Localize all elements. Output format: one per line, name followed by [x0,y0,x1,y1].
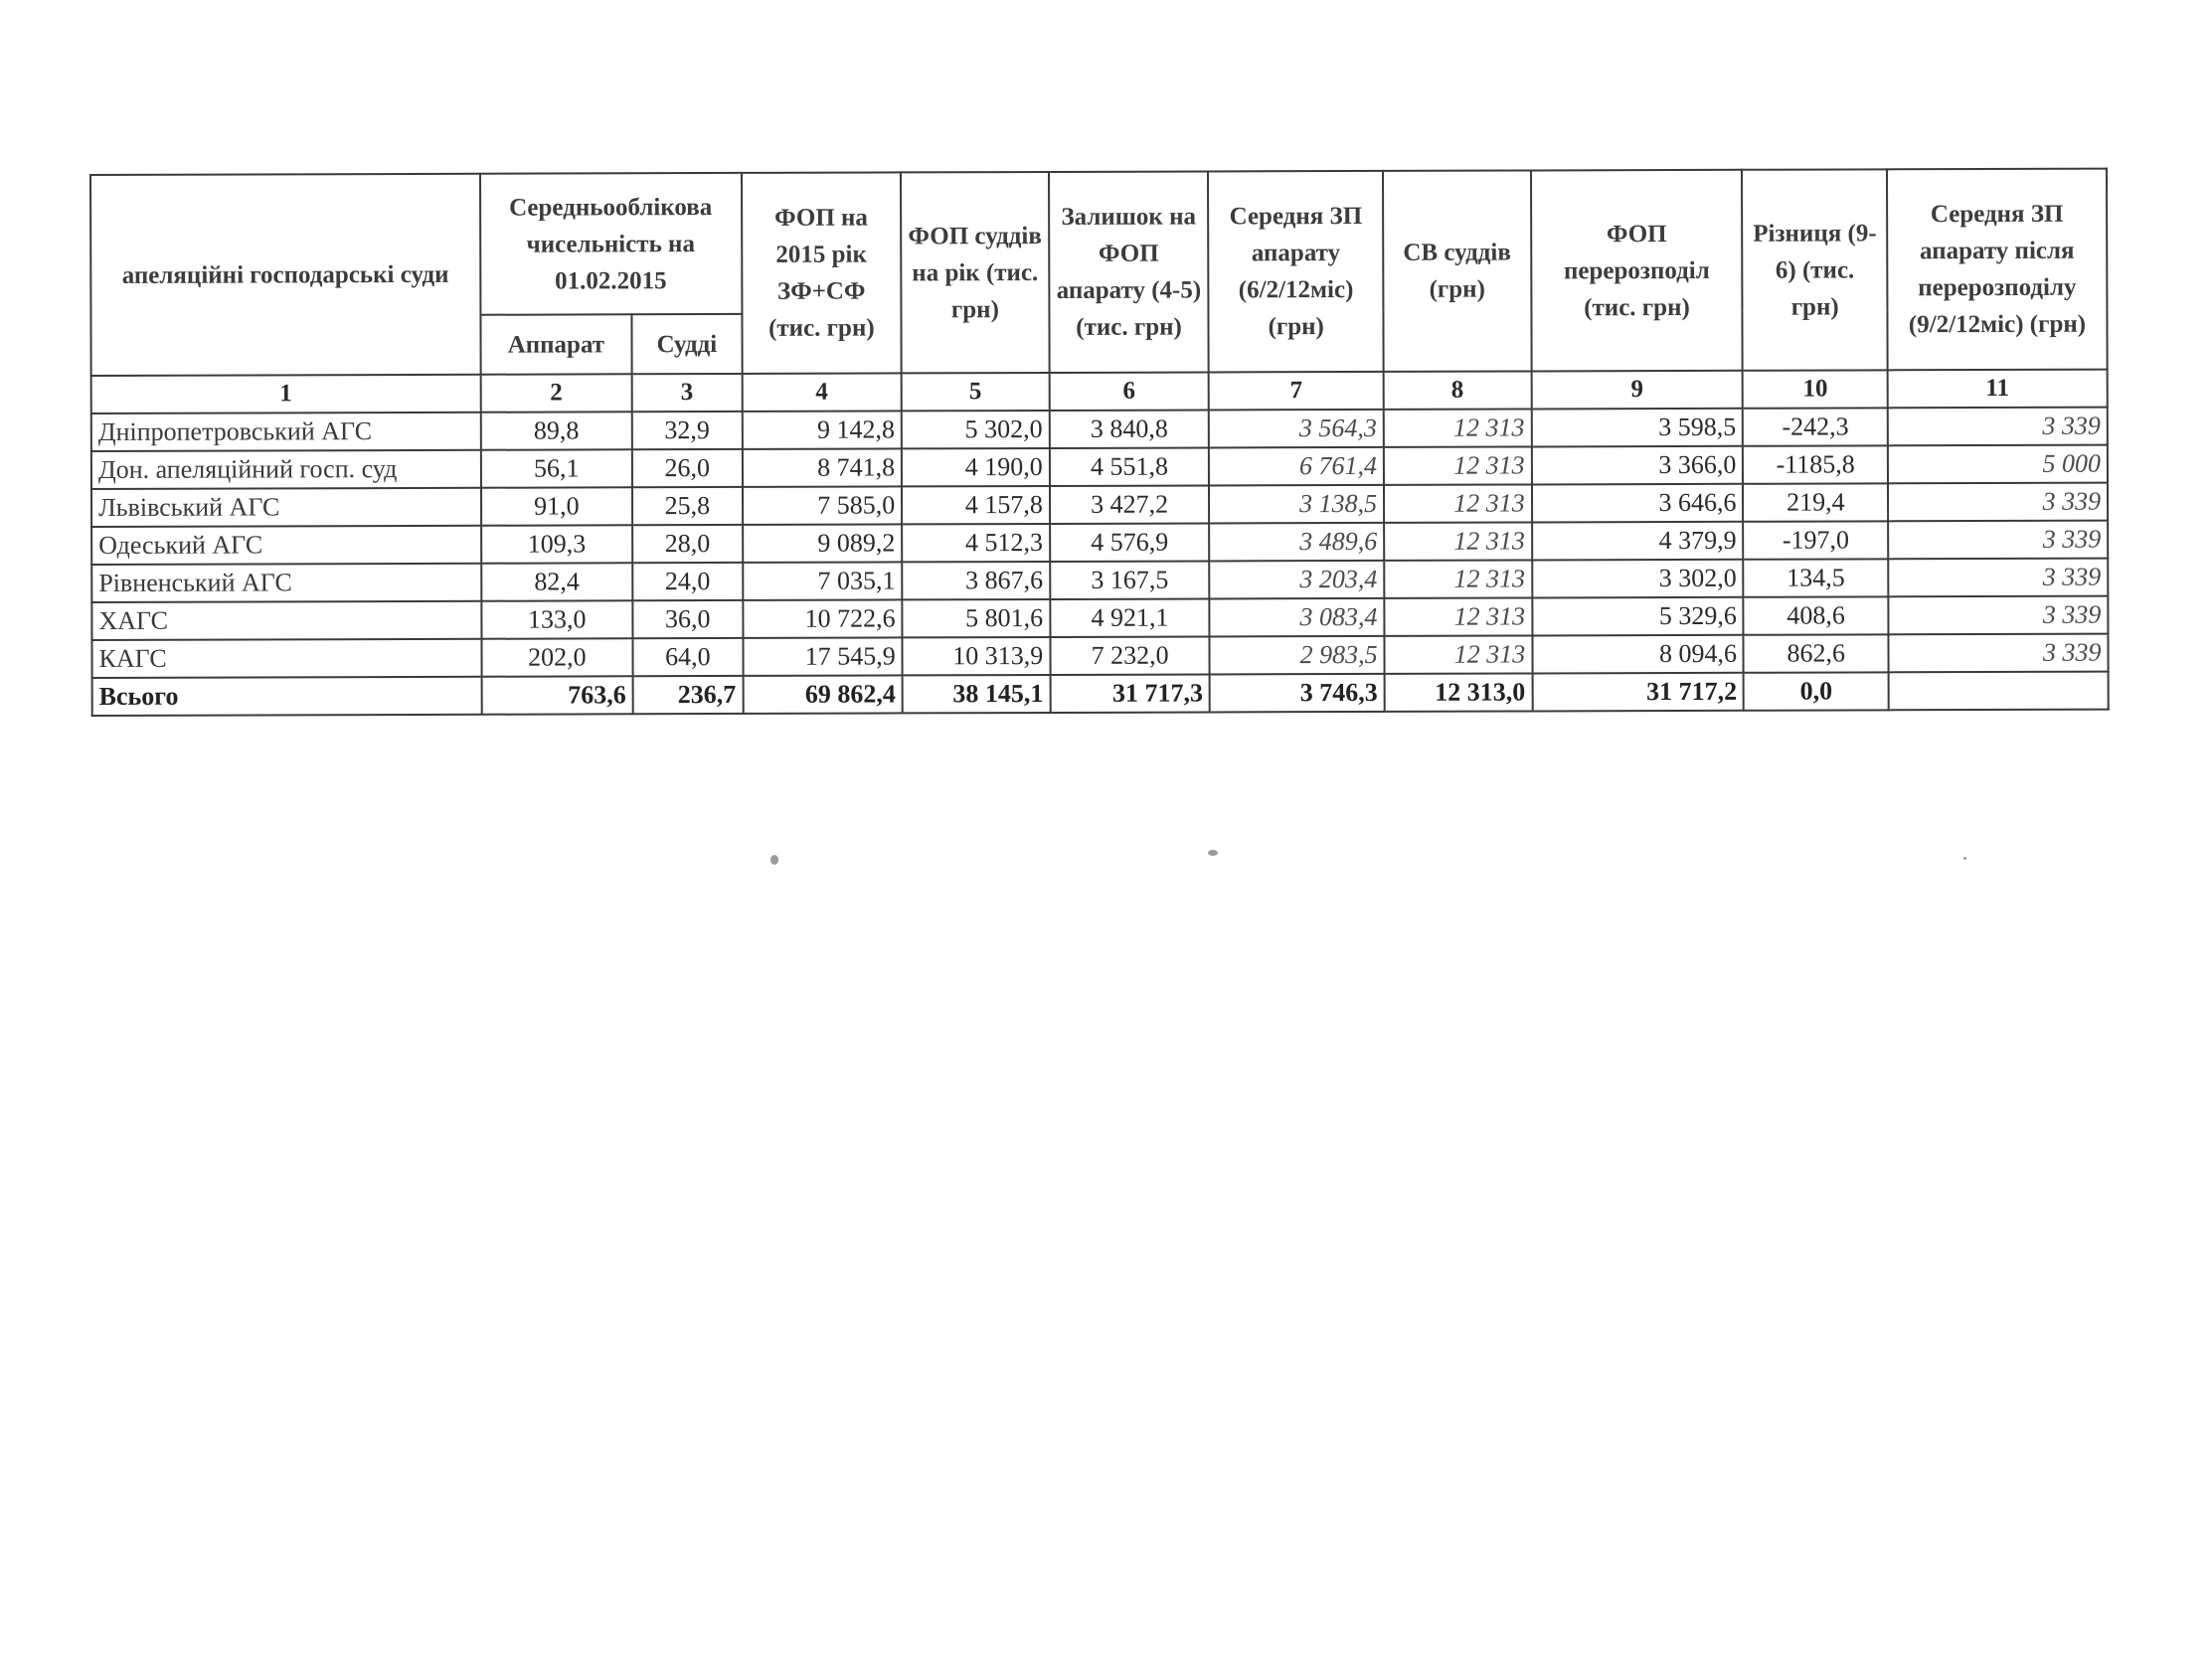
cell-c4: 9 089,2 [743,524,903,563]
total-col11 [1889,672,2109,711]
total-col9: 31 717,2 [1532,673,1744,712]
cell-c8: 12 313 [1384,409,1532,446]
cell-c4: 7 035,1 [743,562,903,600]
cell-c11: 3 339 [1888,559,2108,597]
header-col8: СВ суддів (грн) [1383,170,1531,371]
cell-c4: 17 545,9 [743,637,903,676]
cell-c6: 3 427,2 [1050,485,1210,524]
cell-c6: 3 167,5 [1050,561,1210,599]
cell-c10: -1185,8 [1743,445,1888,483]
cell-c5: 4 512,3 [902,524,1050,562]
cell-c9: 3 302,0 [1532,560,1744,598]
cell-c3: 28,0 [632,525,743,563]
cell-c7: 2 983,5 [1210,636,1385,675]
column-number: 9 [1531,371,1743,410]
cell-c5: 4 190,0 [902,448,1050,486]
cell-c10: 862,6 [1744,634,1889,672]
cell-c8: 12 313 [1384,484,1532,522]
cell-c8: 12 313 [1385,635,1533,673]
total-col8: 12 313,0 [1385,673,1533,711]
cell-c2: 82,4 [481,563,633,600]
table-row [91,596,2108,640]
court-name: ХАГС [91,601,481,640]
cell-c11: 3 339 [1888,634,2108,673]
cell-c3: 32,9 [632,412,743,449]
column-number: 10 [1743,370,1888,408]
cell-c9: 4 379,9 [1532,522,1744,561]
cell-c11: 3 339 [1888,596,2108,635]
cell-c6: 7 232,0 [1050,636,1210,675]
total-row [92,672,2109,716]
cell-c3: 24,0 [632,563,743,600]
cell-c8: 12 313 [1384,446,1532,484]
header-headcount: Середньооблікова чисельність на 01.02.2015 [480,173,742,315]
cell-c10: -197,0 [1744,521,1889,559]
cell-c7: 3 138,5 [1209,485,1384,524]
cell-c6: 3 840,8 [1050,410,1210,448]
cell-c5: 3 867,6 [902,562,1050,599]
cell-c11: 3 339 [1888,483,2108,522]
cell-c7: 3 203,4 [1210,561,1385,599]
column-number: 7 [1209,372,1384,411]
cell-c5: 10 313,9 [903,637,1051,675]
column-number: 5 [902,373,1050,411]
cell-c6: 4 921,1 [1050,598,1210,637]
table-row [91,408,2108,451]
cell-c6: 4 576,9 [1050,523,1210,562]
cell-c4: 7 585,0 [743,486,903,525]
header-judges: Судді [632,314,743,374]
cell-c2: 133,0 [481,600,633,638]
cell-c2: 56,1 [480,449,632,487]
cell-c6: 4 551,8 [1050,447,1210,486]
column-number: 11 [1888,370,2108,409]
table-row [91,634,2108,678]
total-staff: 763,6 [481,676,633,714]
scan-speck [1208,850,1218,856]
header-col6: Залишок на ФОП апарату (4-5) (тис. грн) [1049,171,1209,373]
column-number: 2 [480,374,632,412]
cell-c9: 3 366,0 [1532,446,1744,485]
cell-c2: 91,0 [481,487,633,525]
table-row [91,445,2108,489]
cell-c7: 6 761,4 [1209,447,1384,486]
header-courts: апеляційні господарські суди [90,174,480,376]
cell-c11: 5 000 [1888,445,2108,484]
header-col10: Різниця (9-6) (тис. грн) [1742,169,1887,370]
cell-c2: 109,3 [481,525,633,563]
total-judges: 236,7 [633,676,744,714]
court-salary-table [89,168,2110,717]
total-col4: 69 862,4 [743,675,903,714]
cell-c11: 3 339 [1888,521,2108,560]
cell-c2: 202,0 [481,638,633,676]
cell-c9: 8 094,6 [1532,635,1744,674]
column-number: 8 [1384,371,1532,409]
cell-c9: 3 598,5 [1531,409,1743,447]
cell-c10: -242,3 [1743,408,1888,445]
court-name: Львівський АГС [91,488,481,527]
cell-c10: 134,5 [1744,559,1889,596]
cell-c9: 3 646,6 [1532,484,1744,523]
total-col7: 3 746,3 [1210,674,1385,713]
cell-c10: 408,6 [1744,596,1889,634]
column-number: 3 [632,374,743,412]
cell-c7: 3 489,6 [1209,523,1384,562]
cell-c5: 5 302,0 [902,411,1050,448]
header-col11: Середня ЗП апарату після перерозподілу (9/2/12міс) (грн) [1887,169,2108,371]
court-name: Дон. апеляційний госп. суд [91,450,481,489]
header-col4: ФОП на 2015 рік ЗФ+СФ (тис. грн) [742,172,902,374]
cell-c3: 36,0 [632,600,743,638]
cell-c3: 64,0 [633,638,744,676]
cell-c7: 3 083,4 [1210,598,1385,637]
court-name: КАГС [91,639,481,678]
court-name: Дніпропетровський АГС [91,413,481,451]
header-col7: Середня ЗП апарату (6/2/12міс) (грн) [1208,171,1383,373]
cell-c11: 3 339 [1888,408,2108,446]
cell-c8: 12 313 [1384,522,1532,560]
cell-c2: 89,8 [480,412,632,449]
table-row [91,521,2108,565]
column-number: 4 [742,373,902,412]
cell-c4: 10 722,6 [743,599,903,638]
table-row [91,559,2108,602]
cell-c3: 26,0 [632,449,743,487]
cell-c10: 219,4 [1743,483,1888,521]
court-name: Одеський АГС [91,526,481,565]
total-col6: 31 717,3 [1050,674,1210,713]
scan-speck [1963,857,1966,860]
total-col10: 0,0 [1744,672,1889,710]
cell-c4: 9 142,8 [742,411,902,449]
cell-c7: 3 564,3 [1209,410,1384,448]
cell-c9: 5 329,6 [1532,597,1744,636]
column-number: 6 [1049,372,1209,411]
scan-speck [770,855,778,865]
total-label: Всього [92,677,482,716]
cell-c4: 8 741,8 [742,448,902,487]
header-staff: Аппарат [480,314,632,374]
table-row [91,483,2108,527]
header-col9: ФОП перерозподіл (тис. грн) [1531,170,1743,372]
cell-c8: 12 313 [1384,560,1532,597]
court-name: Рівненський АГС [91,564,481,602]
cell-c8: 12 313 [1384,597,1532,635]
column-numbers-row [91,370,2108,414]
cell-c3: 25,8 [632,487,743,525]
cell-c5: 5 801,6 [903,599,1051,637]
total-col5: 38 145,1 [903,675,1051,713]
cell-c5: 4 157,8 [902,486,1050,524]
header-col5: ФОП суддів на рік (тис. грн) [901,172,1049,373]
column-number: 1 [91,375,481,414]
